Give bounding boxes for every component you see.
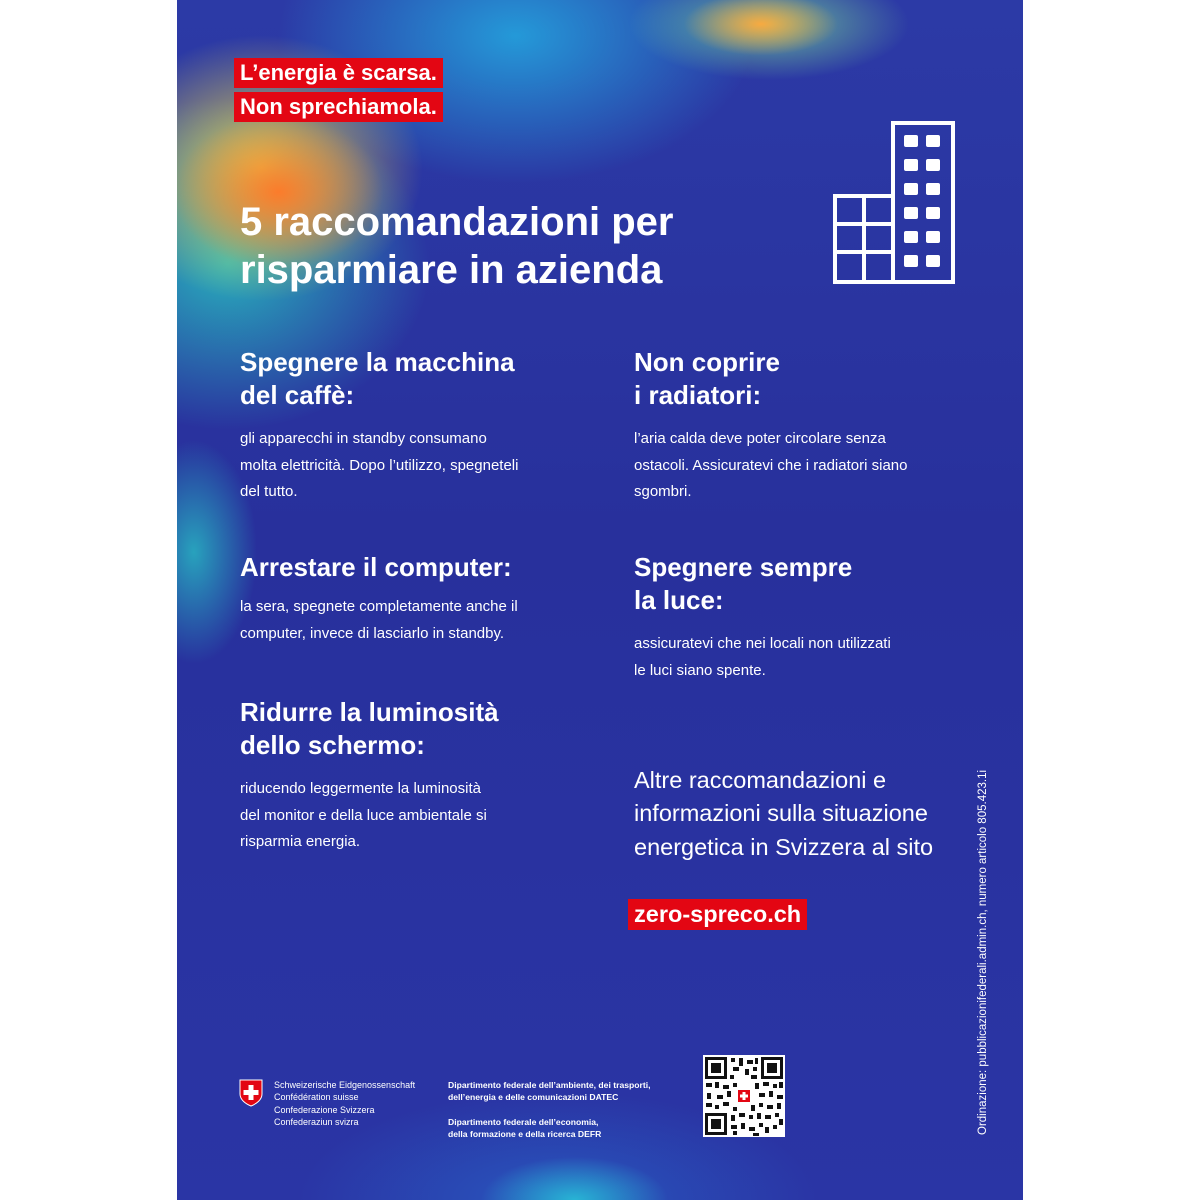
tip-computer bbox=[240, 551, 600, 647]
confederation-names bbox=[274, 1079, 415, 1128]
tip-body: la sera, spegnete completamente anche il computer, invece di lasciarlo in standby. bbox=[240, 598, 518, 642]
poster bbox=[177, 0, 1023, 1200]
tip-body: l’aria calda deve poter circolare senza ostacoli. Assicuratevi che i radiatori siano sgombri. bbox=[634, 430, 908, 500]
qr-code[interactable] bbox=[703, 1055, 785, 1137]
tagline bbox=[234, 56, 443, 124]
tip-heading: Ridurre la luminosità dello schermo: bbox=[240, 697, 499, 760]
more-info bbox=[634, 730, 994, 931]
tip-heading: Arrestare il computer: bbox=[240, 552, 512, 582]
department-datec: Dipartimento federale dell’ambiente, dei trasporti, dell’energia e delle comunicazioni DATEC bbox=[448, 1080, 651, 1102]
website-link[interactable]: zero-spreco.ch bbox=[628, 899, 807, 930]
tip-radiators bbox=[634, 346, 994, 506]
tip-heading: Spegnere la macchina del caffè: bbox=[240, 347, 515, 410]
confederation-name-rm: Confederaziun svizra bbox=[274, 1116, 359, 1127]
page-title: 5 raccomandazioni per risparmiare in azienda bbox=[240, 200, 674, 292]
tip-screen-brightness bbox=[240, 696, 600, 856]
tip-lights bbox=[634, 551, 994, 684]
tip-body: riducendo leggermente la luminosità del monitor e della luce ambientale si risparmia energia. bbox=[240, 780, 487, 850]
tip-body: gli apparecchi in standby consumano molta elettricità. Dopo l’utilizzo, spegneteli del tutto. bbox=[240, 430, 519, 500]
tagline-line-2: Non sprechiamola. bbox=[234, 92, 443, 122]
confederation-name-fr: Confédération suisse bbox=[274, 1092, 359, 1103]
tip-coffee-machine bbox=[240, 346, 600, 506]
order-note: Ordinazione: pubblicazionifederali.admin.ch, numero articolo 805.423.1i bbox=[977, 769, 989, 1135]
tip-heading: Spegnere sempre la luce: bbox=[634, 552, 853, 615]
tip-heading: Non coprire i radiatori: bbox=[634, 347, 780, 410]
swiss-cross-icon bbox=[239, 1079, 263, 1107]
department-defr: Dipartimento federale dell’economia, della formazione e della ricerca DEFR bbox=[448, 1117, 602, 1139]
tip-body: assicuratevi che nei locali non utilizzati le luci siano spente. bbox=[634, 635, 891, 679]
confederation-name-it: Confederazione Svizzera bbox=[274, 1104, 375, 1115]
tagline-line-1: L’energia è scarsa. bbox=[234, 58, 443, 88]
building-icon bbox=[833, 120, 957, 286]
confederation-name-de: Schweizerische Eidgenossenschaft bbox=[274, 1080, 416, 1090]
more-info-text: Altre raccomandazioni e informazioni sulla situazione energetica in Svizzera al sito bbox=[634, 766, 934, 860]
